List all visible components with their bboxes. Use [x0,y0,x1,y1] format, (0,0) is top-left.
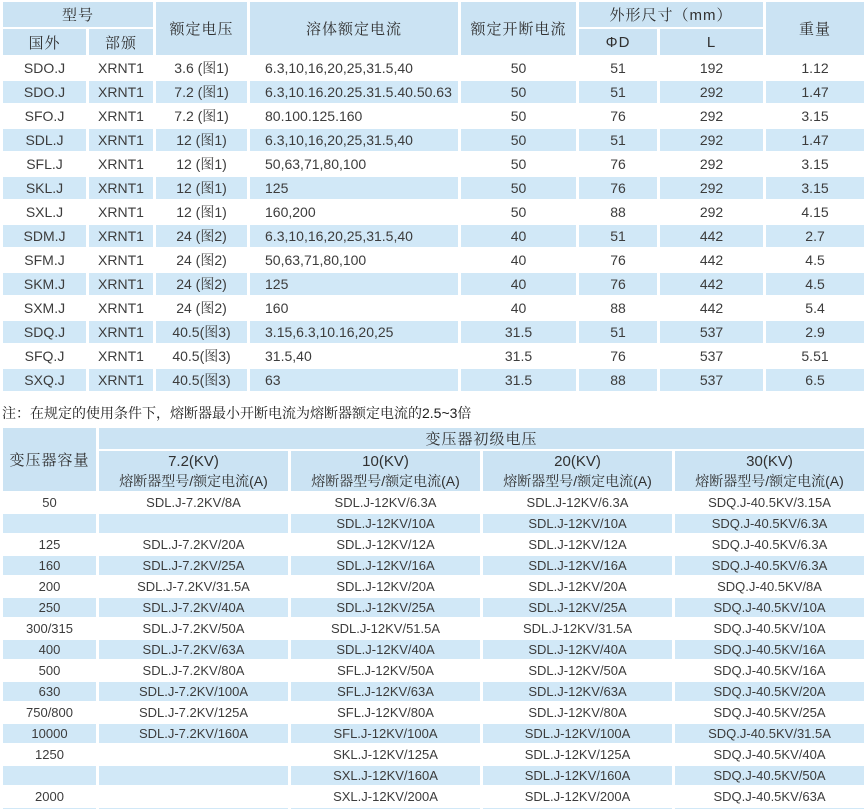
header-10kv-sub: 熔断器型号/额定电流(A) [311,473,460,489]
header-weight: 重量 [766,2,864,55]
header-length: L [660,29,763,55]
header-diameter: ΦD [579,29,657,55]
weight-cell: 2.7 [766,225,864,247]
model-ministry-cell: XRNT1 [98,348,144,364]
fuse-7kv-cell [99,787,288,806]
fuse-20kv-cell: SDL.J-12KV/80A [528,705,627,720]
header-model-foreign: 国外 [3,29,86,55]
table-row [3,661,864,680]
diameter-cell: 88 [610,300,626,316]
model-ministry-cell: XRNT1 [89,321,153,343]
breaking-current-cell: 50 [461,129,576,151]
rated-voltage-cell: 12 (图1) [156,129,247,151]
fuse-30kv-cell: SDQ.J-40.5KV/16A [675,640,864,659]
length-cell: 442 [699,300,724,316]
table-row [3,787,864,806]
header-10kv-label: 10(KV) [362,453,409,470]
breaking-current-cell: 31.5 [461,321,576,343]
selection-table-body [3,493,864,809]
model-foreign-cell: SDO.J [3,81,86,103]
table-row [3,369,864,391]
rated-voltage-cell: 12 (图1) [156,177,247,199]
model-ministry-cell: XRNT1 [89,129,153,151]
weight-cell: 4.5 [766,273,864,295]
header-7kv-label: 7.2(KV) [168,453,219,470]
weight-cell: 1.12 [801,60,829,76]
header-model-ministry: 部颁 [89,29,153,55]
weight-cell: 5.51 [801,348,829,364]
model-foreign-cell: SDQ.J [3,321,86,343]
breaking-current-cell: 31.5 [504,348,533,364]
table-row [3,153,864,175]
diameter-cell: 88 [579,369,657,391]
fuse-7kv-cell: SDL.J-7.2KV/40A [99,598,288,617]
diameter-cell: 76 [610,348,626,364]
fuse-current-cell: 6.3,10,16,20,25,31.5,40 [265,60,413,76]
table-row [3,745,864,764]
table-row [3,577,864,596]
diameter-cell: 51 [579,129,657,151]
fuse-20kv-cell: SDL.J-12KV/63A [483,682,672,701]
fuse-30kv-cell: SDQ.J-40.5KV/31.5A [675,724,864,743]
fuse-20kv-cell: SDL.J-12KV/16A [483,556,672,575]
capacity-cell: 1250 [35,747,64,762]
capacity-cell: 125 [38,537,61,552]
rated-voltage-cell: 7.2 (图1) [156,81,247,103]
fuse-30kv-cell: SDQ.J-40.5KV/20A [675,682,864,701]
fuse-30kv-cell: SDQ.J-40.5KV/8A [717,579,822,594]
header-rated-voltage: 额定电压 [156,2,247,55]
header-10kv [291,451,480,491]
breaking-current-cell: 50 [461,81,576,103]
table-row [3,225,864,247]
fuse-30kv-cell: SDQ.J-40.5KV/10A [713,621,826,636]
fuse-30kv-cell: SDQ.J-40.5KV/10A [675,598,864,617]
model-foreign-cell: SFQ.J [24,348,65,364]
table-row [3,297,864,319]
fuse-7kv-cell: SDL.J-7.2KV/100A [99,682,288,701]
weight-cell: 3.15 [766,177,864,199]
fuse-7kv-cell: SDL.J-7.2KV/160A [99,724,288,743]
fuse-10kv-cell: SFL.J-12KV/100A [291,724,480,743]
fuse-current-cell: 50,63,71,80,100 [265,252,367,268]
fuse-7kv-cell: SDL.J-7.2KV/31.5A [137,579,250,594]
fuse-30kv-cell: SDQ.J-40.5KV/6.3A [675,514,864,533]
rated-voltage-cell: 12 (图1) [176,204,227,220]
fuse-7kv-cell [99,745,288,764]
fuse-current-cell: 31.5,40 [265,348,312,364]
table-row [3,556,864,575]
header-20kv-label: 20(KV) [554,453,601,470]
table-row [3,598,864,617]
breaking-current-cell: 50 [510,108,527,124]
fuse-current-cell: 6.3,10.16.20.25.31.5.40.50.63 [250,81,458,103]
model-ministry-cell: XRNT1 [98,300,144,316]
fuse-30kv-cell: SDQ.J-40.5KV/25A [713,705,826,720]
weight-cell: 4.5 [805,252,825,268]
fuse-7kv-cell: SDL.J-7.2KV/8A [146,495,241,510]
fuse-10kv-cell: SDL.J-12KV/12A [336,537,435,552]
table-row [3,81,864,103]
table-row [3,105,864,127]
capacity-cell [3,514,96,533]
fuse-20kv-cell: SDL.J-12KV/100A [483,724,672,743]
selection-table-header [3,428,864,491]
table-row [3,703,864,722]
weight-cell: 5.4 [805,300,825,316]
fuse-current-cell: 6.3,10,16,20,25,31.5,40 [250,225,458,247]
breaking-current-cell: 40 [461,273,576,295]
fuse-20kv-cell: SDL.J-12KV/200A [524,789,631,804]
table-row [3,619,864,638]
diameter-cell: 51 [579,81,657,103]
length-cell: 442 [660,225,763,247]
header-7kv [99,451,288,491]
fuse-current-cell: 50,63,71,80,100 [265,156,367,172]
fuse-10kv-cell: SXL.J-12KV/160A [291,766,480,785]
rated-voltage-cell: 3.6 (图1) [174,60,229,76]
fuse-current-cell: 125 [250,177,458,199]
spec-table-body [3,57,864,391]
fuse-current-cell: 125 [250,273,458,295]
model-ministry-cell: XRNT1 [98,204,144,220]
fuse-20kv-cell: SDL.J-12KV/10A [483,514,672,533]
header-7kv-sub: 熔断器型号/额定电流(A) [119,473,268,489]
length-cell: 442 [660,273,763,295]
fuse-10kv-cell: SDL.J-12KV/20A [336,579,435,594]
fuse-10kv-cell: SDL.J-12KV/25A [291,598,480,617]
fuse-7kv-cell [99,514,288,533]
fuse-30kv-cell: SDQ.J-40.5KV/63A [713,789,826,804]
model-ministry-cell: XRNT1 [98,252,144,268]
capacity-cell: 2000 [35,789,64,804]
table-row [3,273,864,295]
breaking-current-cell: 50 [461,177,576,199]
model-ministry-cell: XRNT1 [89,273,153,295]
header-transformer-capacity: 变压器容量 [3,428,96,491]
fuse-current-cell: 6.3,10,16,20,25,31.5,40 [250,129,458,151]
fuse-20kv-cell: SDL.J-12KV/20A [528,579,627,594]
diameter-cell: 76 [610,156,626,172]
fuse-10kv-cell: SDL.J-12KV/10A [291,514,480,533]
rated-voltage-cell: 12 (图1) [176,156,227,172]
weight-cell: 1.47 [766,129,864,151]
breaking-current-cell: 31.5 [461,369,576,391]
weight-cell: 2.9 [766,321,864,343]
fuse-20kv-cell: SDL.J-12KV/40A [483,640,672,659]
header-30kv-sub: 熔断器型号/额定电流(A) [695,473,844,489]
fuse-current-cell: 160 [265,300,289,316]
capacity-cell: 200 [38,579,61,594]
table-row [3,766,864,785]
capacity-cell: 630 [3,682,96,701]
capacity-cell: 750/800 [26,705,73,720]
fuse-7kv-cell: SDL.J-7.2KV/125A [138,705,249,720]
fuse-10kv-cell: SKL.J-12KV/125A [333,747,438,762]
table-row [3,493,864,512]
fuse-7kv-cell: SDL.J-7.2KV/50A [142,621,245,636]
capacity-cell: 400 [3,640,96,659]
weight-cell: 3.15 [801,108,829,124]
breaking-current-cell: 50 [510,60,527,76]
diameter-cell: 76 [579,273,657,295]
capacity-cell: 160 [3,556,96,575]
fuse-current-cell: 80.100.125.160 [265,108,363,124]
fuse-10kv-cell: SDL.J-12KV/51.5A [330,621,441,636]
length-cell: 192 [699,60,724,76]
table-row [3,345,864,367]
header-primary-voltage-group: 变压器初级电压 [99,428,864,449]
weight-cell: 1.47 [766,81,864,103]
capacity-cell [3,766,96,785]
fuse-spec-table [0,0,867,393]
table-row [3,57,864,79]
fuse-20kv-cell: SDL.J-12KV/125A [524,747,631,762]
length-cell: 292 [699,204,724,220]
breaking-current-cell: 40 [461,225,576,247]
rated-voltage-cell: 40.5(图3) [156,369,247,391]
fuse-20kv-cell: SDL.J-12KV/6.3A [526,495,629,510]
length-cell: 292 [660,129,763,151]
model-ministry-cell: XRNT1 [98,156,144,172]
rated-voltage-cell: 7.2 (图1) [174,108,229,124]
model-ministry-cell: XRNT1 [89,177,153,199]
spec-table-header [3,2,864,55]
header-fuse-rated-current: 溶体额定电流 [250,2,458,55]
model-foreign-cell: SXM.J [23,300,66,316]
rated-voltage-cell: 24 (图2) [156,225,247,247]
rated-voltage-cell: 40.5(图3) [172,348,231,364]
fuse-10kv-cell: SDL.J-12KV/16A [291,556,480,575]
diameter-cell: 88 [610,204,626,220]
breaking-current-cell: 50 [510,156,527,172]
table-row [3,640,864,659]
table-row [3,129,864,151]
diameter-cell: 76 [579,177,657,199]
fuse-30kv-cell: SDQ.J-40.5KV/6.3A [711,537,828,552]
table-row [3,724,864,743]
fuse-30kv-cell: SDQ.J-40.5KV/16A [713,663,826,678]
fuse-7kv-cell: SDL.J-7.2KV/63A [99,640,288,659]
breaking-current-cell: 40 [510,300,527,316]
table-row [3,177,864,199]
table-row [3,201,864,223]
length-cell: 292 [699,108,724,124]
header-dimensions-group: 外形尺寸（mm） [579,2,763,27]
fuse-30kv-cell: SDQ.J-40.5KV/50A [675,766,864,785]
rated-voltage-cell: 24 (图2) [176,300,227,316]
fuse-30kv-cell: SDQ.J-40.5KV/6.3A [675,556,864,575]
fuse-selection-table [0,426,867,809]
fuse-30kv-cell: SDQ.J-40.5KV/3.15A [708,495,831,510]
model-ministry-cell: XRNT1 [98,108,144,124]
fuse-20kv-cell: SDL.J-12KV/50A [528,663,627,678]
weight-cell: 3.15 [801,156,829,172]
table-row [3,249,864,271]
weight-cell: 4.15 [801,204,829,220]
model-foreign-cell: SDL.J [3,129,86,151]
header-model-group: 型号 [3,2,153,27]
fuse-7kv-cell: SDL.J-7.2KV/80A [142,663,245,678]
fuse-10kv-cell: SDL.J-12KV/6.3A [334,495,437,510]
table-row [3,321,864,343]
header-30kv-label: 30(KV) [746,453,793,470]
rated-voltage-cell: 24 (图2) [156,273,247,295]
capacity-cell: 300/315 [26,621,73,636]
diameter-cell: 51 [579,321,657,343]
capacity-cell: 500 [38,663,61,678]
header-20kv-sub: 熔断器型号/额定电流(A) [503,473,652,489]
model-foreign-cell: SKL.J [3,177,86,199]
fuse-current-cell: 3.15,6.3,10.16,20,25 [250,321,458,343]
fuse-10kv-cell: SFL.J-12KV/63A [291,682,480,701]
table-row [3,535,864,554]
length-cell: 537 [699,348,724,364]
fuse-30kv-cell: SDQ.J-40.5KV/40A [713,747,826,762]
capacity-cell: 250 [3,598,96,617]
diameter-cell: 51 [579,225,657,247]
model-foreign-cell: SDM.J [3,225,86,247]
model-foreign-cell: SXQ.J [3,369,86,391]
model-ministry-cell: XRNT1 [89,225,153,247]
fuse-10kv-cell: SFL.J-12KV/50A [337,663,434,678]
length-cell: 292 [699,156,724,172]
fuse-7kv-cell: SDL.J-7.2KV/25A [99,556,288,575]
breaking-current-cell: 40 [510,252,527,268]
length-cell: 537 [660,369,763,391]
header-30kv [675,451,864,491]
capacity-cell: 10000 [3,724,96,743]
table-row [3,682,864,701]
fuse-20kv-cell: SDL.J-12KV/12A [528,537,627,552]
note-text: 注：在规定的使用条件下，熔断器最小开断电流为熔断器额定电流的2.5~3倍 [2,405,472,421]
model-foreign-cell: SFL.J [26,156,63,172]
fuse-current-cell: 63 [250,369,458,391]
model-foreign-cell: SXL.J [25,204,64,220]
capacity-cell: 50 [42,495,57,510]
fuse-10kv-cell: SXL.J-12KV/200A [333,789,438,804]
fuse-10kv-cell: SFL.J-12KV/80A [337,705,434,720]
length-cell: 292 [660,177,763,199]
table-row [3,514,864,533]
fuse-20kv-cell: SDL.J-12KV/31.5A [522,621,633,636]
model-foreign-cell: SKM.J [3,273,86,295]
model-ministry-cell: XRNT1 [89,81,153,103]
fuse-20kv-cell: SDL.J-12KV/25A [483,598,672,617]
diameter-cell: 76 [610,252,626,268]
length-cell: 537 [660,321,763,343]
fuse-10kv-cell: SDL.J-12KV/40A [291,640,480,659]
fuse-current-cell: 160,200 [265,204,316,220]
rated-voltage-cell: 24 (图2) [176,252,227,268]
model-foreign-cell: SFM.J [24,252,65,268]
length-cell: 292 [660,81,763,103]
fuse-20kv-cell: SDL.J-12KV/160A [483,766,672,785]
header-breaking-current: 额定开断电流 [461,2,576,55]
breaking-current-cell: 50 [510,204,527,220]
fuse-7kv-cell [99,766,288,785]
rated-voltage-cell: 40.5(图3) [156,321,247,343]
model-ministry-cell: XRNT1 [89,369,153,391]
weight-cell: 6.5 [766,369,864,391]
model-foreign-cell: SDO.J [23,60,66,76]
diameter-cell: 51 [610,60,626,76]
length-cell: 442 [699,252,724,268]
model-ministry-cell: XRNT1 [98,60,144,76]
model-foreign-cell: SFO.J [24,108,65,124]
header-20kv [483,451,672,491]
diameter-cell: 76 [610,108,626,124]
fuse-7kv-cell: SDL.J-7.2KV/20A [142,537,245,552]
